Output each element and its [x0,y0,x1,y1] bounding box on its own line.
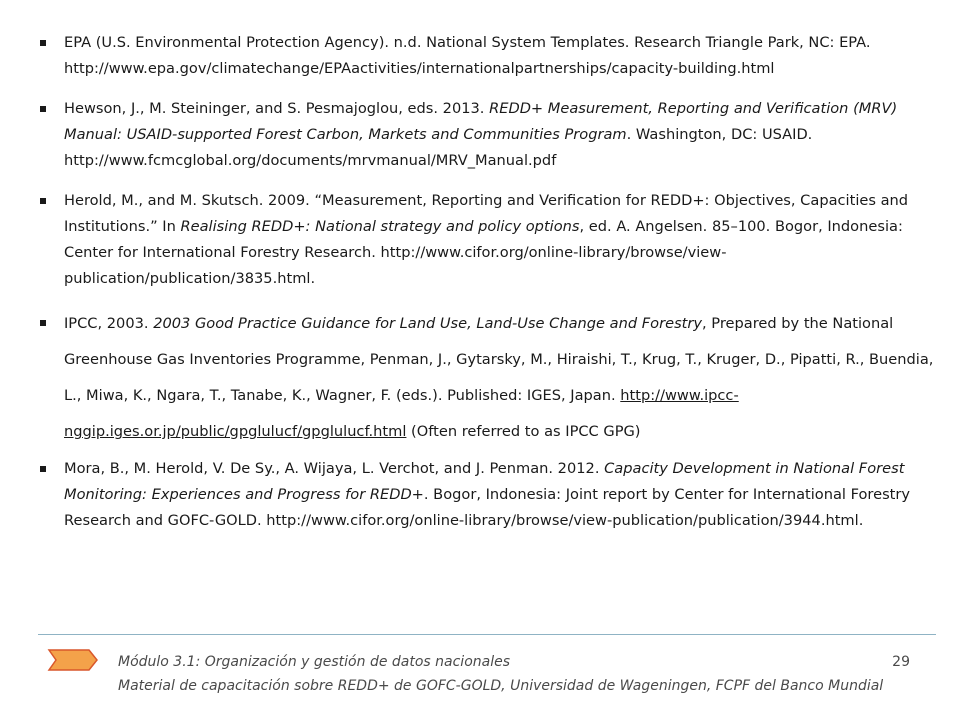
bullet-icon [40,320,46,326]
reference-title: Realising REDD+: National strategy and policy options [180,218,580,235]
reference-hewson [38,96,943,174]
arrow-icon [47,648,99,672]
reference-note: (Often referred to as IPCC GPG) [406,423,641,440]
reference-ipcc [38,306,943,450]
reference-details: . Bogor, Indonesia: Joint report by Center for International Forestry Research and GOFC-GOLD. http://www.cifor.org/online-library/browse/view-publication/publication/3944.html. [64,486,911,529]
reference-authors: Mora, B., M. Herold, V. De Sy., A. Wijaya, L. Verchot, and J. Penman. 2012. [64,460,605,477]
reference-details: . Washington, DC: USAID. http://www.fcmcglobal.org/documents/mrvmanual/MRV_Manual.pdf [64,126,813,169]
bullet-icon [40,40,46,46]
bullet-icon [40,106,46,112]
reference-authors: Hewson, J., M. Steininger, and S. Pesmajoglou, eds. 2013. [64,100,490,117]
reference-list [38,30,943,548]
page-number: 29 [892,654,910,670]
reference-title: Capacity Development in National Forest Monitoring: Experiences and Progress for REDD+ [64,460,905,503]
reference-authors: IPCC, 2003. [64,315,154,332]
reference-epa [38,30,943,82]
reference-title: REDD+ Measurement, Reporting and Verification (MRV) Manual: USAID-supported Forest Carbon, Markets and Communities Program [64,100,898,143]
bullet-icon [40,466,46,472]
reference-details: , Prepared by the National Greenhouse Gas Inventories Programme, Penman, J., Gytarsky, M., Hiraishi, T., Krug, T., Kruger, D., Pipatti, R., Buendia, L., Miwa, K., Ngara, T., Tanabe, K., Wagner, F. (eds.). Published: IGES, Japan. [64,315,934,404]
reference-text: EPA (U.S. Environmental Protection Agency). n.d. National System Templates. Research Triangle Park, NC: EPA. http://www.epa.gov/climatechange/EPAactivities/internationalpartnerships/capacity-building.html [64,34,871,77]
footer-title: Módulo 3.1: Organización y gestión de datos nacionales [118,654,511,670]
bullet-icon [40,198,46,204]
reference-herold [38,188,943,292]
reference-title: 2003 Good Practice Guidance for Land Use, Land-Use Change and Forestry [153,315,703,332]
footer-subtitle: Material de capacitación sobre REDD+ de GOFC-GOLD, Universidad de Wageningen, FCPF del Banco Mundial [118,678,884,694]
reference-mora [38,456,943,534]
ipcc-link[interactable]: http://www.ipcc-nggip.iges.or.jp/public/gpglulucf/gpglulucf.html [64,387,739,440]
footer-divider [38,634,936,635]
reference-authors: Herold, M., and M. Skutsch. 2009. “Measurement, Reporting and Verification for REDD+: Objectives, Capacities and Institutions.” In [64,192,909,235]
reference-details: , ed. A. Angelsen. 85–100. Bogor, Indonesia: Center for International Forestry Research. http://www.cifor.org/online-library/browse/view-publication/publication/3835.html. [64,218,903,287]
